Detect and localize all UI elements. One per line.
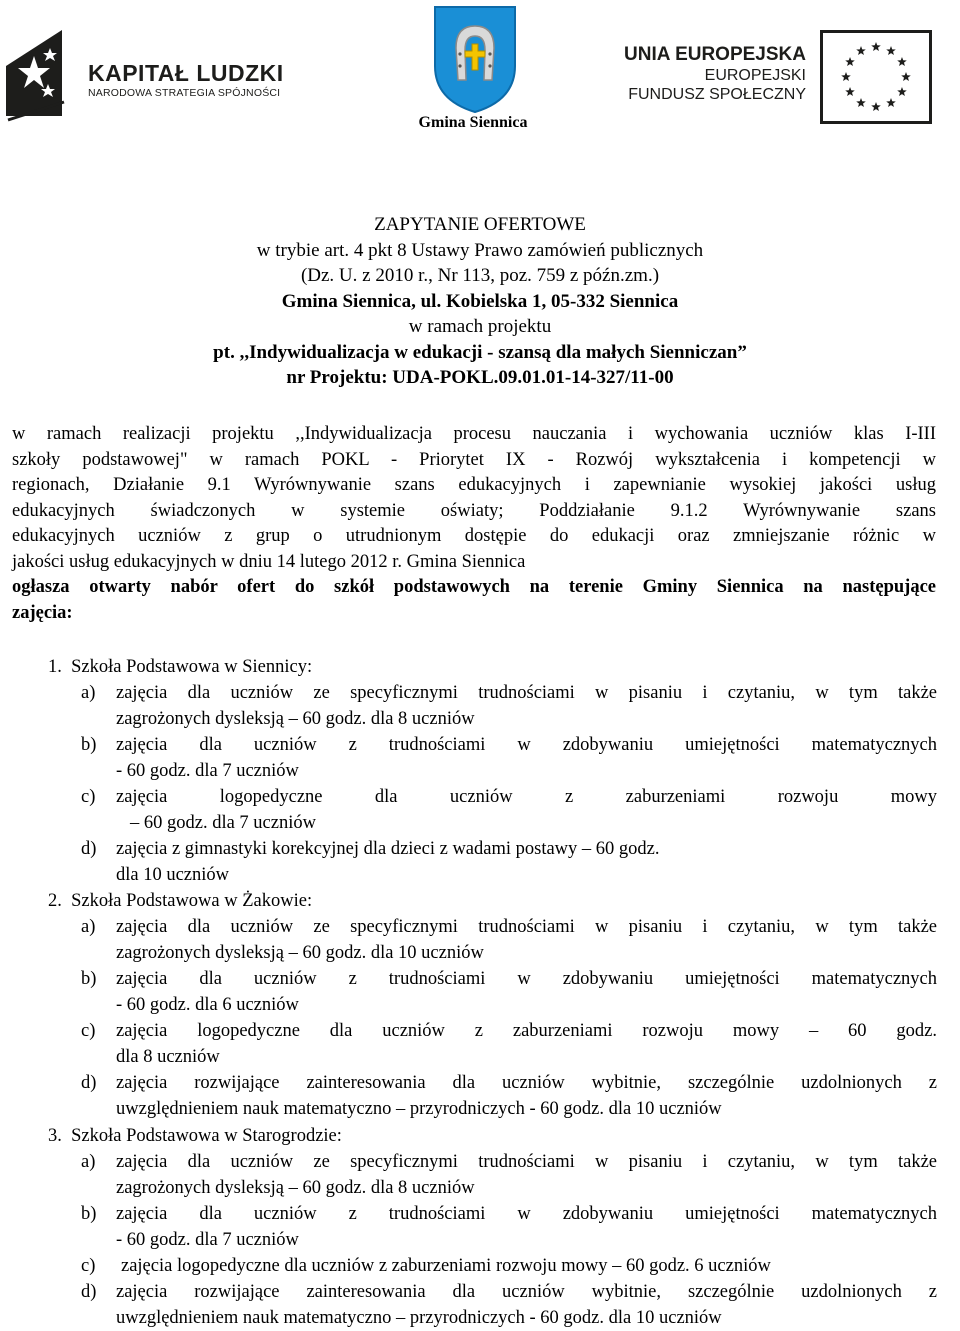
list-item xyxy=(81,1253,937,1279)
item-text: zagrożonych dysleksją – 60 godz. dla 8 uczniów xyxy=(116,709,475,729)
eu-flag-icon xyxy=(820,30,932,124)
eu-flag xyxy=(820,30,932,124)
project-intro-line: w ramach projektu xyxy=(408,316,552,337)
item-text: – 60 godz. dla 7 uczniów xyxy=(130,813,316,833)
eu-line-1: UNIA EUROPEJSKA xyxy=(624,44,806,65)
list-item xyxy=(81,1070,937,1122)
list-item xyxy=(81,784,937,836)
eu-line-2: EUROPEJSKI xyxy=(704,67,806,84)
list-item xyxy=(81,966,937,1018)
item-label: c) xyxy=(81,1021,96,1041)
eu-line-3: FUNDUSZ SPOŁECZNY xyxy=(628,86,806,103)
item-text: zajęcia dla uczniów z trudnościami w zdobywaniu umiejętności matematycznych xyxy=(116,1204,937,1224)
item-text: dla 10 uczniów xyxy=(116,865,230,885)
announcement-line: ogłasza otwarty nabór ofert do szkół podstawowych na terenie Gminy Siennica na następujące xyxy=(12,577,936,597)
item-text: zajęcia dla uczniów ze specyficznymi trudnościami w pisaniu i czytaniu, w tym także xyxy=(116,683,937,703)
intro-line: szkoły podstawowej" w ramach POKL - Priorytet IX - Rozwój wykształcenia i kompetencji w xyxy=(12,449,936,470)
item-text: zajęcia dla uczniów z trudnościami w zdobywaniu umiejętności matematycznych xyxy=(116,969,937,989)
item-label: c) xyxy=(81,1256,96,1276)
coat-of-arms-icon xyxy=(432,4,518,114)
issuer-address: Gmina Siennica, ul. Kobielska 1, 05-332 Siennica xyxy=(281,290,679,312)
item-label: a) xyxy=(81,917,96,937)
project-title: pt. ,,Indywidualizacja w edukacji - szansą dla małych Sienniczan” xyxy=(213,341,747,363)
list-item xyxy=(81,914,937,966)
item-label: b) xyxy=(81,735,97,755)
intro-line: jakości usług edukacyjnych w dniu 14 lutego 2012 r. Gmina Siennica xyxy=(12,551,526,572)
legal-citation-line: (Dz. U. z 2010 r., Nr 113, poz. 759 z późn.zm.) xyxy=(300,265,660,286)
item-text: - 60 godz. dla 6 uczniów xyxy=(116,995,299,1015)
list-item xyxy=(81,836,937,888)
item-text: zajęcia logopedyczne dla uczniów z zaburzeniami rozwoju mowy – 60 godz. xyxy=(116,1021,937,1041)
intro-line: edukacyjnych uczniów z grup o utrudnionym dostępie do edukacji oraz zmniejszanie różnic w xyxy=(12,526,936,546)
item-text: dla 8 uczniów xyxy=(116,1047,220,1067)
item-text: zajęcia logopedyczne dla uczniów z zaburzeniami rozwoju mowy xyxy=(116,787,937,807)
legal-basis-line: w trybie art. 4 pkt 8 Ustawy Prawo zamówień publicznych xyxy=(256,239,704,261)
intro-line: regionach, Działanie 9.1 Wyrównywanie szans edukacyjnych i zapewnianie wysokiej jakości usług xyxy=(12,475,936,495)
item-label: a) xyxy=(81,1152,96,1172)
list-item xyxy=(81,680,937,732)
list-item xyxy=(81,1149,937,1201)
item-text: - 60 godz. dla 7 uczniów xyxy=(116,761,299,781)
intro-line: w ramach realizacji projektu ,,Indywidualizacja procesu nauczania i wychowania uczniów klas I-III xyxy=(12,424,936,444)
item-text: uwzględnieniem nauk matematyczno – przyrodniczych - 60 godz. dla 10 uczniów xyxy=(116,1099,722,1119)
school-heading: 3. Szkoła Podstawowa w Starogrodzie: xyxy=(48,1126,342,1146)
item-label: d) xyxy=(81,1282,97,1302)
item-text: zajęcia dla uczniów ze specyficznymi trudnościami w pisaniu i czytaniu, w tym także xyxy=(116,917,937,937)
page-header xyxy=(0,0,960,140)
school-heading: 2. Szkoła Podstawowa w Żakowie: xyxy=(48,891,313,911)
item-text: zajęcia dla uczniów z trudnościami w zdobywaniu umiejętności matematycznych xyxy=(116,735,937,755)
intro-line: edukacyjnych świadczonych w systemie oświaty; Poddziałanie 9.1.2 Wyrównywanie szans xyxy=(12,500,936,521)
eu-fund-text xyxy=(618,44,806,104)
kapital-ludzki-star-icon xyxy=(4,26,84,122)
document-title: ZAPYTANIE OFERTOWE xyxy=(374,214,586,235)
item-text: zajęcia dla uczniów ze specyficznymi trudnościami w pisaniu i czytaniu, w tym także xyxy=(116,1152,937,1172)
offer-title-block xyxy=(0,212,960,391)
list-item xyxy=(81,732,937,784)
list-item xyxy=(81,1279,937,1331)
intro-paragraph xyxy=(12,422,936,626)
list-item xyxy=(81,1201,937,1253)
item-text: zagrożonych dysleksją – 60 godz. dla 10 uczniów xyxy=(116,943,484,963)
kapital-ludzki-title: KAPITAŁ LUDZKI xyxy=(88,60,284,86)
item-text: zajęcia rozwijające zainteresowania dla uczniów wybitnie, szczególnie uzdolnionych z xyxy=(116,1073,937,1093)
kapital-ludzki-subtitle: NARODOWA STRATEGIA SPÓJNOŚCI xyxy=(88,87,281,99)
item-label: b) xyxy=(81,1204,97,1224)
item-label: d) xyxy=(81,839,97,859)
item-label: a) xyxy=(81,683,96,703)
item-text: zajęcia rozwijające zainteresowania dla uczniów wybitnie, szczególnie uzdolnionych z xyxy=(116,1282,937,1302)
coat-caption: Gmina Siennica xyxy=(418,114,528,131)
item-label: d) xyxy=(81,1073,97,1093)
school-heading: 1. Szkoła Podstawowa w Siennicy: xyxy=(48,657,313,677)
item-text: zajęcia z gimnastyki korekcyjnej dla dzieci z wadami postawy – 60 godz. xyxy=(116,839,660,859)
item-text: zagrożonych dysleksją – 60 godz. dla 8 uczniów xyxy=(116,1178,475,1198)
item-text: uwzględnieniem nauk matematyczno – przyrodniczych - 60 godz. dla 10 uczniów xyxy=(116,1308,722,1328)
item-text: - 60 godz. dla 7 uczniów xyxy=(116,1230,299,1250)
item-text: zajęcia logopedyczne dla uczniów z zaburzeniami rozwoju mowy – 60 godz. 6 uczniów xyxy=(121,1256,771,1276)
item-label: b) xyxy=(81,969,97,989)
siennica-coat-of-arms xyxy=(432,4,518,114)
item-label: c) xyxy=(81,787,96,807)
project-number: nr Projektu: UDA-POKL.09.01.01-14-327/11-00 xyxy=(286,367,674,388)
announcement-line: zajęcia: xyxy=(12,602,73,623)
list-item xyxy=(81,1018,937,1070)
